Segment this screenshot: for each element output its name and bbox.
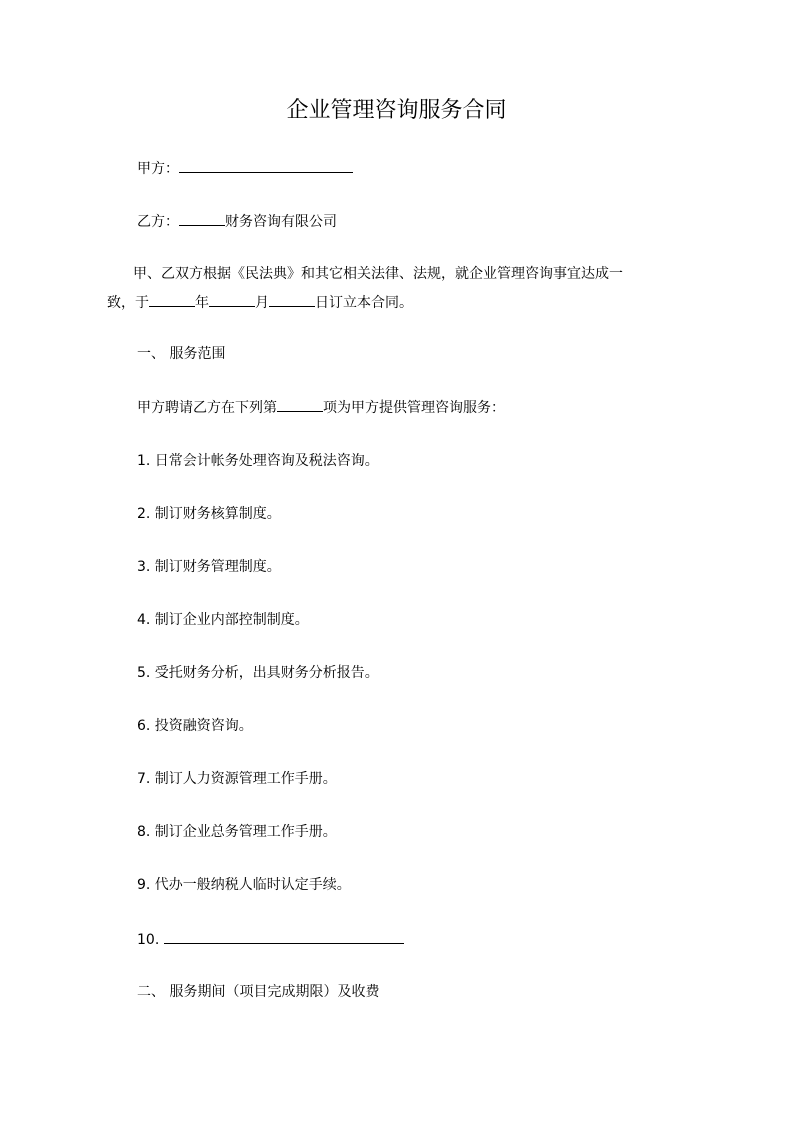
item-10-blank [164,929,404,944]
year-blank [149,292,195,307]
list-item-10 [137,929,404,950]
month-label: 月 [255,295,269,311]
party-b-suffix: 财务咨询有限公司 [225,214,337,230]
year-label: 年 [195,295,209,311]
party-b-blank [179,211,225,226]
day-blank [269,292,315,307]
list-item: 3. 制订财务管理制度。 [137,559,281,575]
list-item: 5. 受托财务分析，出具财务分析报告。 [137,665,379,681]
contract-title: 企业管理咨询服务合同 [286,98,507,123]
day-label: 日订立本合同。 [315,295,413,311]
list-item: 6. 投资融资咨询。 [137,718,253,734]
scope-intro [137,397,505,418]
party-b-line [137,211,337,232]
preamble-line-2 [107,292,413,313]
party-b-label: 乙方： [137,214,179,230]
preamble-prefix: 致，于 [107,295,149,311]
list-item: 8. 制订企业总务管理工作手册。 [137,824,337,840]
party-a-line [137,158,353,179]
list-item: 7. 制订人力资源管理工作手册。 [137,771,337,787]
party-a-label: 甲方： [137,161,179,177]
scope-item-blank [277,397,323,412]
section-2-heading: 二、 服务期间（项目完成期限）及收费 [137,984,380,1000]
scope-intro-suffix: 项为甲方提供管理咨询服务： [323,400,505,416]
month-blank [209,292,255,307]
party-a-blank [179,158,353,173]
preamble-line-1: 甲、乙双方根据《民法典》和其它相关法律、法规，就企业管理咨询事宜达成一 [133,266,623,282]
item-10-label: 10. [137,932,164,948]
section-1-heading: 一、 服务范围 [137,346,226,362]
list-item: 2. 制订财务核算制度。 [137,506,281,522]
list-item: 4. 制订企业内部控制制度。 [137,612,309,628]
list-item: 1. 日常会计帐务处理咨询及税法咨询。 [137,453,379,469]
list-item: 9. 代办一般纳税人临时认定手续。 [137,877,351,893]
scope-intro-prefix: 甲方聘请乙方在下列第 [137,400,277,416]
